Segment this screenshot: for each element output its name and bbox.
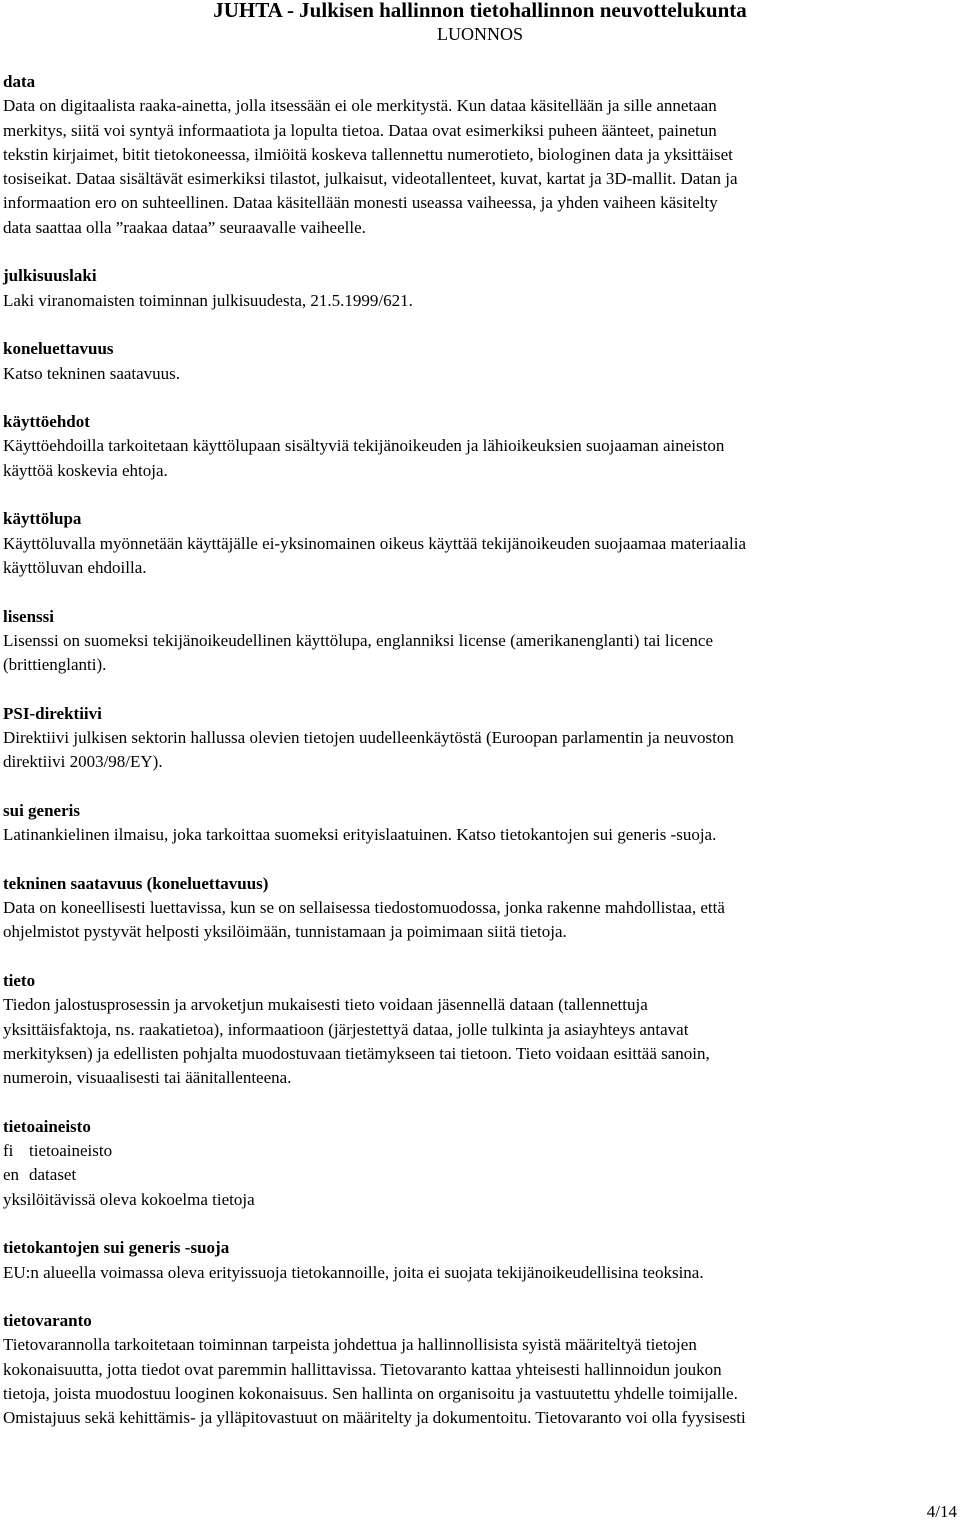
glossary-term: PSI-direktiivi [3,703,102,723]
definition-line: EU:n alueella voimassa oleva erityissuoja tietokannoille, joita ei suojata tekijänoikeudellisina teoksina. [3,1262,704,1282]
translation-row [3,1139,957,1163]
glossary-entry [3,872,957,945]
glossary-entry [3,605,957,678]
glossary-content [3,70,957,1455]
definition-line: merkityksen) ja edellisten pohjalta muodostuvaan tietämykseen tai tietoon. Tieto voidaan esittää sanoin, [3,1043,710,1063]
glossary-definition [3,993,957,1090]
glossary-term: tekninen saatavuus (koneluettavuus) [3,873,269,893]
definition-line: Lisenssi on suomeksi tekijänoikeudellinen käyttölupa, englanniksi license (amerikanenglanti) tai licence [3,630,714,650]
glossary-definition [3,1188,957,1212]
definition-line: Tietovarannolla tarkoitetaan toiminnan tarpeista johdettua ja hallinnollisista syistä määriteltyä tietojen [3,1335,697,1355]
glossary-definition [3,1261,957,1285]
definition-line: Tiedon jalostusprosessin ja arvoketjun mukaisesti tieto voidaan jäsennellä dataan (tallennettuja [3,995,648,1015]
definition-line: Käyttöluvalla myönnetään käyttäjälle ei-yksinomainen oikeus käyttää tekijänoikeuden suojaamaa materiaalia [3,533,747,553]
definition-line: ohjelmistot pystyvät helposti yksilöimään, tunnistamaan ja poimimaan siitä tietoja. [3,922,567,942]
translation-language: fi [3,1141,14,1161]
definition-line: data saattaa olla ”raakaa dataa” seuraavalle vaiheelle. [3,217,366,237]
glossary-definition [3,1333,957,1430]
document-title: JUHTA - Julkisen hallinnon tietohallinnon neuvottelukunta [213,0,747,22]
glossary-term: lisenssi [3,606,55,626]
glossary-term: tieto [3,970,36,990]
glossary-definition [3,289,957,313]
glossary-definition [3,896,957,945]
glossary-term: data [3,72,36,91]
definition-line: Data on digitaalista raaka-ainetta, jolla itsessään ei ole merkitystä. Kun dataa käsitellään ja sille annetaan [3,96,717,116]
glossary-entry [3,264,957,313]
glossary-definition [3,726,957,775]
definition-line: käyttöluvan ehdoilla. [3,557,147,577]
glossary-term: sui generis [3,800,80,820]
definition-line: Latinankielinen ilmaisu, joka tarkoittaa suomeksi erityislaatuinen. Katso tietokantojen sui generis -suoja. [3,825,717,845]
glossary-entry [3,337,957,386]
draft-label: LUONNOS [436,24,523,44]
definition-line: numeroin, visuaalisesti tai äänitallenteena. [3,1068,292,1088]
glossary-definition [3,823,957,847]
glossary-term: tietovaranto [3,1311,92,1331]
glossary-definition [3,94,957,240]
page-number: 4/14 [926,1502,957,1521]
definition-line: yksittäisfaktoja, ns. raakatietoa), informaatioon (järjestettyä dataa, jolle tulkinta ja asiayhteys antavat [3,1019,689,1039]
definition-line: kokonaisuutta, jotta tiedot ovat paremmin hallittavissa. Tietovaranto kattaa yhteisesti hallinnoidun joukon [3,1359,722,1379]
definition-line: (brittienglanti). [3,655,107,675]
glossary-entry [3,799,957,848]
glossary-definition [3,434,957,483]
glossary-term: tietoaineisto [3,1116,91,1136]
page-header [0,0,960,47]
definition-line: Laki viranomaisten toiminnan julkisuudesta, 21.5.1999/621. [3,290,413,310]
glossary-definition [3,629,957,678]
glossary-entry [3,1309,957,1430]
glossary-entry [3,702,957,775]
glossary-term: tietokantojen sui generis -suoja [3,1238,230,1258]
translation-row [3,1163,957,1187]
glossary-entry [3,969,957,1090]
definition-line: Katso tekninen saatavuus. [3,363,181,383]
translation-language: en [3,1165,20,1185]
definition-line: käyttöä koskevia ehtoja. [3,460,168,480]
definition-line: tekstin kirjaimet, bitit tietokoneessa, ilmiöitä koskeva tallennettu numerotieto, biologinen data ja yksittäiset [3,144,733,164]
definition-line: Direktiivi julkisen sektorin hallussa olevien tietojen uudelleenkäytöstä (Euroopan parlamentin ja neuvoston [3,728,734,748]
glossary-definition [3,532,957,581]
translation-text: tietoaineisto [29,1141,113,1161]
definition-line: informaation ero on suhteellinen. Dataa käsitellään monesti useassa vaiheessa, ja yhden vaiheen käsitelty [3,193,718,213]
definition-line: Data on koneellisesti luettavissa, kun se on sellaisessa tiedostomuodossa, jonka rakenne mahdollistaa, että [3,898,725,918]
glossary-entry [3,1236,957,1285]
definition-line: yksilöitävissä oleva kokoelma tietoja [3,1189,255,1209]
glossary-term: käyttölupa [3,509,82,529]
glossary-term: käyttöehdot [3,412,90,432]
glossary-entry [3,410,957,483]
definition-line: Omistajuus sekä kehittämis- ja ylläpitovastuut on määritelty ja dokumentoitu. Tietovaranto voi olla fyysisesti [3,1408,746,1428]
glossary-definition [3,362,957,386]
glossary-term: julkisuuslaki [3,266,97,286]
definition-line: merkitys, siitä voi syntyä informaatiota ja lopulta tietoa. Dataa ovat esimerkiksi puheen äänteet, painetun [3,120,717,140]
translation-text: dataset [29,1165,77,1185]
glossary-entry [3,507,957,580]
glossary-entry [3,1115,957,1212]
glossary-entry [3,70,957,240]
glossary-term: koneluettavuus [3,339,114,359]
definition-line: tietoja, joista muodostuu looginen kokonaisuus. Sen hallinta on organisoitu ja vastuutettu yhdelle toimijalle. [3,1384,738,1404]
definition-line: Käyttöehdoilla tarkoitetaan käyttölupaan sisältyviä tekijänoikeuden ja lähioikeuksien suojaaman aineiston [3,436,725,456]
definition-line: tosiseikat. Dataa sisältävät esimerkiksi tilastot, julkaisut, videotallenteet, kuvat, kartat ja 3D-mallit. Datan ja [3,169,738,189]
definition-line: direktiivi 2003/98/EY). [3,752,163,772]
